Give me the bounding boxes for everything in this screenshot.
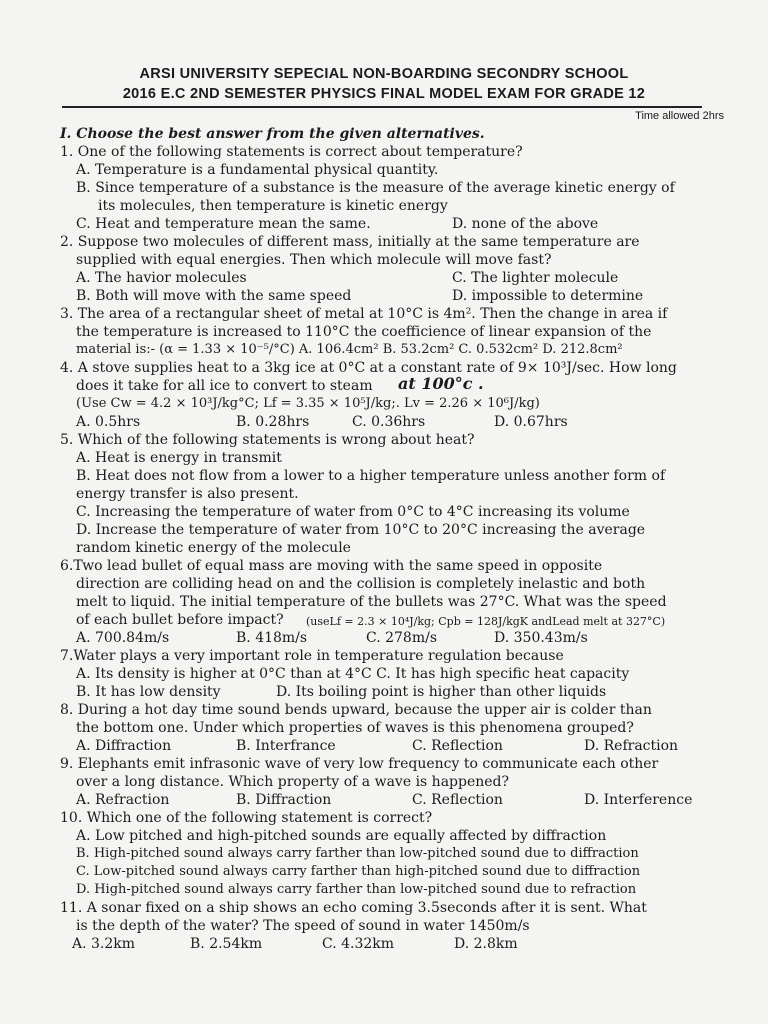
question-4: 4. A stove supplies heat to a 3kg ice at 0°C at a constant rate of 9× 10³J/sec. How long	[60, 360, 677, 376]
option-1d: D. none of the above	[452, 216, 599, 232]
option-11d: D. 2.8km	[454, 936, 518, 952]
question-1: 1. One of the following statements is correct about temperature?	[60, 144, 523, 160]
option-6d: D. 350.43m/s	[494, 630, 588, 646]
option-8d: D. Refraction	[584, 738, 679, 754]
question-10: 10. Which one of the following statement is correct?	[60, 810, 433, 826]
option-10c: C. Low-pitched sound always carry farther than high-pitched sound due to diffraction	[76, 864, 641, 879]
option-6a: A. 700.84m/s	[76, 630, 170, 646]
option-2b: B. Both will move with the same speed	[76, 288, 352, 304]
question-11-cont: is the depth of the water? The speed of sound in water 1450m/s	[76, 918, 530, 934]
option-6b: B. 418m/s	[236, 630, 308, 646]
question-9: 9. Elephants emit infrasonic wave of very low frequency to communicate each other	[60, 756, 659, 772]
option-9c: C. Reflection	[412, 792, 503, 808]
option-9d: D. Interference	[584, 792, 693, 808]
option-9b: B. Diffraction	[236, 792, 332, 808]
option-9a: A. Refraction	[76, 792, 170, 808]
question-8: 8. During a hot day time sound bends upward, because the upper air is colder than	[60, 702, 652, 718]
option-10d: D. High-pitched sound always carry farther than low-pitched sound due to refraction	[76, 882, 637, 897]
option-2d: D. impossible to determine	[452, 288, 644, 304]
option-1a: A. Temperature is a fundamental physical quantity.	[76, 162, 439, 178]
option-5b: B. Heat does not flow from a lower to a higher temperature unless another form of	[76, 468, 666, 484]
question-2: 2. Suppose two molecules of different mass, initially at the same temperature are	[60, 234, 640, 250]
option-11c: C. 4.32km	[322, 936, 395, 952]
option-7d: D. Its boiling point is higher than other liquids	[276, 684, 607, 700]
option-5c: C. Increasing the temperature of water from 0°C to 4°C increasing its volume	[76, 504, 630, 520]
question-6-constants: (useLf = 2.3 × 10⁴J/kg; Cpb = 128J/kgK andLead melt at 327°C)	[306, 615, 666, 628]
option-7b: B. It has low density	[76, 684, 221, 700]
option-11b: B. 2.54km	[190, 936, 263, 952]
question-6-cont-3: of each bullet before impact?	[76, 612, 284, 628]
handwritten-note: at 100°c .	[398, 374, 484, 393]
question-3: 3. The area of a rectangular sheet of metal at 10°C is 4m². Then the change in area if	[60, 306, 668, 322]
option-4d: D. 0.67hrs	[494, 414, 568, 430]
question-4-cont: does it take for all ice to convert to steam	[76, 378, 373, 394]
option-6c: C. 278m/s	[366, 630, 438, 646]
option-2a: A. The havior molecules	[76, 270, 247, 286]
option-2c: C. The lighter molecule	[452, 270, 619, 286]
question-4-constants: (Use Cw = 4.2 × 10³J/kg°C; Lf = 3.35 × 10⁵J/kg;. Lv = 2.26 × 10⁶J/kg)	[76, 396, 540, 411]
question-6: 6.Two lead bullet of equal mass are moving with the same speed in opposite	[60, 558, 603, 574]
option-11a: A. 3.2km	[72, 936, 136, 952]
option-5a: A. Heat is energy in transmit	[76, 450, 282, 466]
option-10a: A. Low pitched and high-pitched sounds are equally affected by diffraction	[76, 828, 607, 844]
question-9-cont: over a long distance. Which property of a wave is happened?	[76, 774, 510, 790]
section-instruction: I. Choose the best answer from the given alternatives.	[60, 126, 485, 142]
time-allowed: Time allowed 2hrs	[635, 110, 724, 122]
option-1b-cont: its molecules, then temperature is kinetic energy	[98, 198, 448, 214]
option-7a-7c: A. Its density is higher at 0°C than at 4°C C. It has high specific heat capacity	[76, 666, 630, 682]
header-rule	[62, 106, 702, 108]
option-4c: C. 0.36hrs	[352, 414, 426, 430]
option-4b: B. 0.28hrs	[236, 414, 310, 430]
option-8a: A. Diffraction	[76, 738, 172, 754]
question-6-cont-2: melt to liquid. The initial temperature of the bullets was 27°C. What was the speed	[76, 594, 667, 610]
question-11: 11. A sonar fixed on a ship shows an echo coming 3.5seconds after it is sent. What	[60, 900, 647, 916]
question-5: 5. Which of the following statements is wrong about heat?	[60, 432, 475, 448]
option-8c: C. Reflection	[412, 738, 503, 754]
question-2-cont: supplied with equal energies. Then which molecule will move fast?	[76, 252, 552, 268]
option-5b-cont: energy transfer is also present.	[76, 486, 299, 502]
option-5d: D. Increase the temperature of water from 10°C to 20°C increasing the average	[76, 522, 646, 538]
option-1b: B. Since temperature of a substance is the measure of the average kinetic energy of	[76, 180, 675, 196]
question-3-cont: the temperature is increased to 110°C the coefficience of linear expansion of the	[76, 324, 652, 340]
question-3-options: material is:- (α = 1.33 × 10⁻⁵/°C) A. 106.4cm² B. 53.2cm² C. 0.532cm² D. 212.8cm²	[76, 342, 623, 357]
exam-title: 2016 E.C 2ND SEMESTER PHYSICS FINAL MODEL EXAM FOR GRADE 12	[122, 86, 646, 102]
option-4a: A. 0.5hrs	[76, 414, 141, 430]
question-6-cont-1: direction are colliding head on and the collision is completely inelastic and both	[76, 576, 646, 592]
question-8-cont: the bottom one. Under which properties of waves is this phenomena grouped?	[76, 720, 634, 736]
option-8b: B. Interfrance	[236, 738, 336, 754]
option-1c: C. Heat and temperature mean the same.	[76, 216, 371, 232]
option-10b: B. High-pitched sound always carry farther than low-pitched sound due to diffraction	[76, 846, 639, 861]
option-5d-cont: random kinetic energy of the molecule	[76, 540, 351, 556]
school-title: ARSI UNIVERSITY SEPECIAL NON-BOARDING SECONDRY SCHOOL	[139, 66, 629, 82]
question-7: 7.Water plays a very important role in temperature regulation because	[60, 648, 564, 664]
